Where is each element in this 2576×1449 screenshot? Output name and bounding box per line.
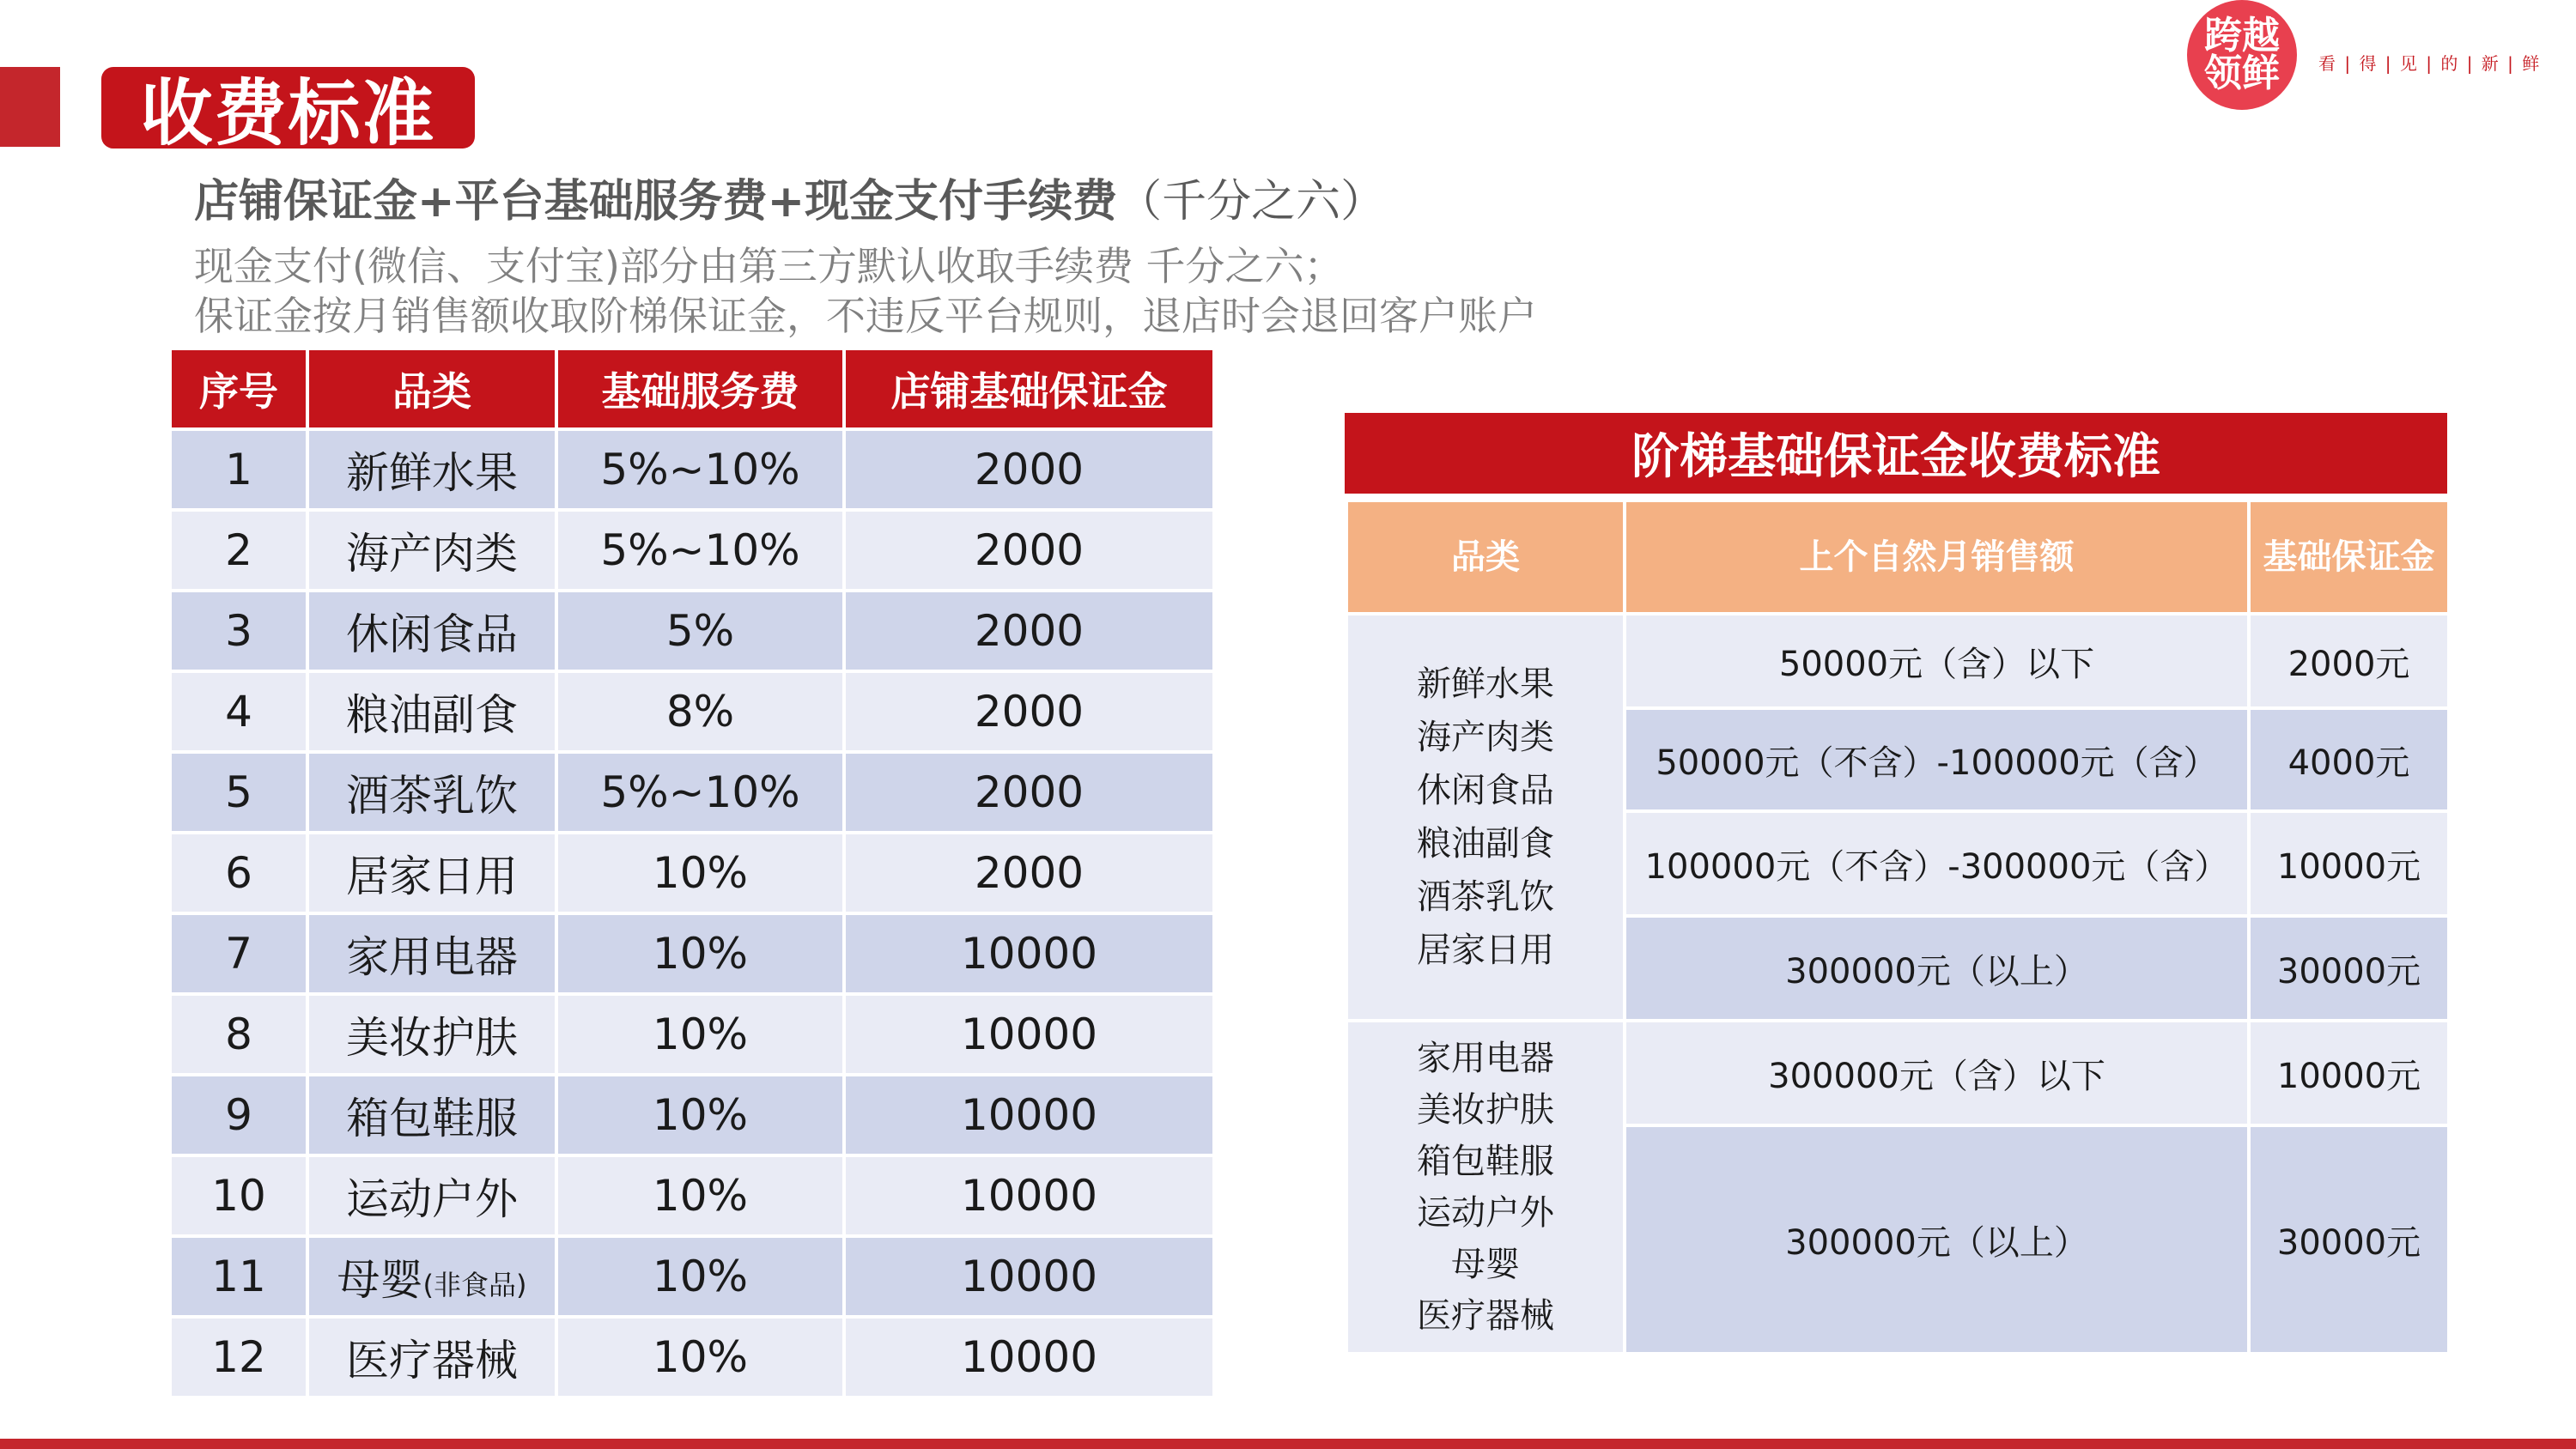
row-deposit: 10000 xyxy=(844,913,1214,994)
tier-range: 100000元（不含）-300000元（含） xyxy=(1625,811,2249,916)
table-row xyxy=(170,1317,1214,1397)
header-service-fee: 基础服务费 xyxy=(556,349,844,429)
row-category: 箱包鞋服 xyxy=(307,1075,556,1155)
row-deposit: 2000 xyxy=(844,591,1214,671)
fee-formula xyxy=(194,165,1385,225)
row-deposit: 10000 xyxy=(844,1317,1214,1397)
tier-category: 美妆护肤 xyxy=(1417,1090,1554,1130)
table-row xyxy=(170,994,1214,1075)
tier-table xyxy=(1345,499,2451,1355)
tier-category: 新鲜水果 xyxy=(1417,664,1554,704)
row-no: 8 xyxy=(170,994,307,1075)
row-deposit: 2000 xyxy=(844,833,1214,913)
table-row xyxy=(170,913,1214,994)
tier-category: 居家日用 xyxy=(1417,931,1554,970)
tier-header-deposit: 基础保证金 xyxy=(2249,500,2449,614)
row-fee: 10% xyxy=(556,1155,844,1236)
table-row xyxy=(170,429,1214,510)
tier-category: 医疗器械 xyxy=(1417,1296,1554,1336)
description-line-2: 保证金按月销售额收取阶梯保证金，不违反平台规则，退店时会退回客户账户 xyxy=(194,293,1537,339)
row-no: 3 xyxy=(170,591,307,671)
row-deposit: 2000 xyxy=(844,429,1214,510)
tier-table-header xyxy=(1346,500,2449,614)
header-deposit: 店铺基础保证金 xyxy=(844,349,1214,429)
row-fee: 5%~10% xyxy=(556,510,844,591)
tier-category: 运动户外 xyxy=(1417,1193,1554,1233)
tier-group-categories xyxy=(1346,614,1625,1021)
tier-row xyxy=(1346,1021,2449,1125)
table-row xyxy=(170,1075,1214,1155)
tier-deposit: 10000元 xyxy=(2249,811,2449,916)
tier-category: 家用电器 xyxy=(1417,1039,1554,1078)
tier-deposit: 2000元 xyxy=(2249,614,2449,708)
fee-table-header xyxy=(170,349,1214,429)
page-title: 收费标准 xyxy=(101,67,475,149)
tier-header-sales: 上个自然月销售额 xyxy=(1625,500,2249,614)
row-fee: 8% xyxy=(556,671,844,752)
row-no: 4 xyxy=(170,671,307,752)
tier-row xyxy=(1346,614,2449,708)
row-deposit: 10000 xyxy=(844,1236,1214,1317)
tier-deposit: 4000元 xyxy=(2249,708,2449,811)
table-row xyxy=(170,671,1214,752)
row-deposit: 10000 xyxy=(844,1155,1214,1236)
row-category: 运动户外 xyxy=(307,1155,556,1236)
row-no: 2 xyxy=(170,510,307,591)
logo-text-line2: 领鲜 xyxy=(2204,52,2280,95)
row-no: 1 xyxy=(170,429,307,510)
table-row xyxy=(170,752,1214,833)
row-category-text: 母婴 xyxy=(337,1255,423,1305)
row-deposit: 2000 xyxy=(844,752,1214,833)
row-fee: 10% xyxy=(556,833,844,913)
row-category: 海产肉类 xyxy=(307,510,556,591)
tier-category: 休闲食品 xyxy=(1417,771,1554,810)
tier-deposit: 30000元 xyxy=(2249,1125,2449,1354)
tier-category: 箱包鞋服 xyxy=(1417,1142,1554,1181)
fee-formula-main: 店铺保证金+平台基础服务费+现金支付手续费 xyxy=(194,176,1118,227)
header-category: 品类 xyxy=(307,349,556,429)
tier-range: 50000元（不含）-100000元（含） xyxy=(1625,708,2249,811)
row-fee: 10% xyxy=(556,913,844,994)
table-row xyxy=(170,591,1214,671)
table-row xyxy=(170,833,1214,913)
table-row xyxy=(170,1236,1214,1317)
row-deposit: 10000 xyxy=(844,994,1214,1075)
bottom-accent-line xyxy=(0,1439,2576,1449)
fee-table xyxy=(168,347,1216,1399)
row-fee: 5% xyxy=(556,591,844,671)
row-category-note: (非食品) xyxy=(422,1269,527,1301)
row-no: 10 xyxy=(170,1155,307,1236)
tier-range: 300000元（以上） xyxy=(1625,1125,2249,1354)
tier-category: 海产肉类 xyxy=(1417,718,1554,757)
row-deposit: 2000 xyxy=(844,671,1214,752)
row-deposit: 2000 xyxy=(844,510,1214,591)
fee-formula-note: （千分之六） xyxy=(1117,176,1386,227)
row-no: 11 xyxy=(170,1236,307,1317)
row-category: 医疗器械 xyxy=(307,1317,556,1397)
row-fee: 5%~10% xyxy=(556,429,844,510)
row-category: 休闲食品 xyxy=(307,591,556,671)
description-line-1: 现金支付(微信、支付宝)部分由第三方默认收取手续费 千分之六； xyxy=(194,243,1344,289)
row-category: 新鲜水果 xyxy=(307,429,556,510)
row-no: 7 xyxy=(170,913,307,994)
tier-deposit: 30000元 xyxy=(2249,916,2449,1021)
row-no: 5 xyxy=(170,752,307,833)
row-category: 酒茶乳饮 xyxy=(307,752,556,833)
tier-deposit: 10000元 xyxy=(2249,1021,2449,1125)
tier-category: 粮油副食 xyxy=(1417,824,1554,864)
row-fee: 10% xyxy=(556,1236,844,1317)
tier-category: 母婴 xyxy=(1451,1245,1520,1284)
header-no: 序号 xyxy=(170,349,307,429)
title-accent-bar xyxy=(0,67,60,147)
row-category xyxy=(307,1236,556,1317)
tier-range: 50000元（含）以下 xyxy=(1625,614,2249,708)
tier-range: 300000元（含）以下 xyxy=(1625,1021,2249,1125)
table-row xyxy=(170,1155,1214,1236)
row-category: 粮油副食 xyxy=(307,671,556,752)
row-no: 9 xyxy=(170,1075,307,1155)
tier-header-category: 品类 xyxy=(1346,500,1625,614)
brand-slogan: 看 | 得 | 见 | 的 | 新 | 鲜 xyxy=(2318,53,2542,74)
row-no: 12 xyxy=(170,1317,307,1397)
row-fee: 10% xyxy=(556,994,844,1075)
tier-table-title: 阶梯基础保证金收费标准 xyxy=(1345,413,2447,494)
row-category: 居家日用 xyxy=(307,833,556,913)
tier-group-categories xyxy=(1346,1021,1625,1354)
logo-text-line1: 跨越 xyxy=(2204,14,2280,58)
brand-logo xyxy=(2187,0,2297,110)
row-category: 美妆护肤 xyxy=(307,994,556,1075)
row-fee: 5%~10% xyxy=(556,752,844,833)
tier-range: 300000元（以上） xyxy=(1625,916,2249,1021)
row-fee: 10% xyxy=(556,1317,844,1397)
table-row xyxy=(170,510,1214,591)
row-fee: 10% xyxy=(556,1075,844,1155)
row-category: 家用电器 xyxy=(307,913,556,994)
row-deposit: 10000 xyxy=(844,1075,1214,1155)
tier-category: 酒茶乳饮 xyxy=(1417,877,1554,917)
row-no: 6 xyxy=(170,833,307,913)
